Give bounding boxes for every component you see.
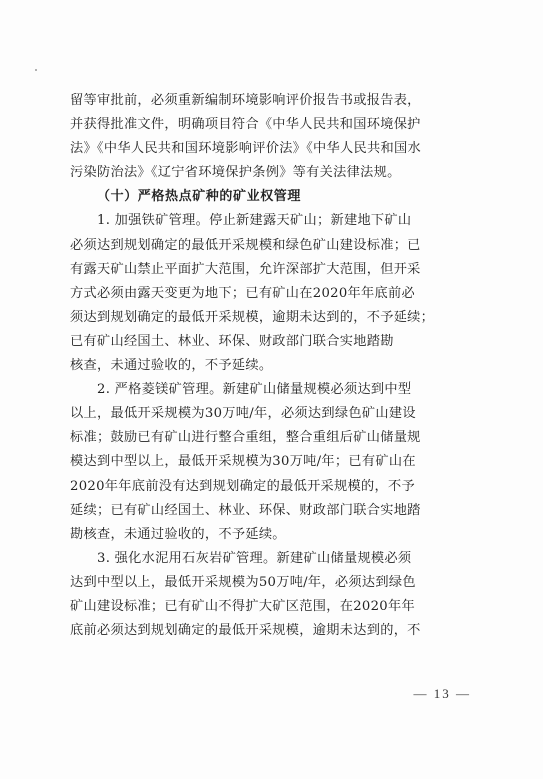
body-text-line: 方式必须由露天变更为地下；已有矿山在2020年年底前必 <box>70 285 415 301</box>
section-heading: （十）严格热点矿种的矿业权管理 <box>97 189 302 205</box>
body-text-line: 已有矿山经国土、林业、环保、财政部门联合实地踏勘 <box>70 333 394 349</box>
paragraph-first-line: 2. 严格菱镁矿管理。新建矿山储量规模必须达到中型 <box>97 382 412 398</box>
body-text-line: 勘核查，未通过验收的，不予延续。 <box>70 526 286 542</box>
body-text-line: 标准；鼓励已有矿山进行整合重组，整合重组后矿山储量规 <box>70 430 421 446</box>
body-text-line: 污染防治法》《辽宁省环境保护条例》等有关法律法规。 <box>70 165 401 181</box>
scan-speck <box>35 69 37 71</box>
paragraph-first-line: 3. 强化水泥用石灰岩矿管理。新建矿山储量规模必须 <box>97 550 412 566</box>
body-text-line: 矿山建设标准；已有矿山不得扩大矿区范围，在2020年年 <box>70 598 415 614</box>
body-text-line: 并获得批准文件，明确项目符合《中华人民共和国环境保护 <box>70 117 421 133</box>
document-body <box>70 89 480 643</box>
body-text-line: 核查，未通过验收的，不予延续。 <box>70 358 273 374</box>
body-text-line: 延续；已有矿山经国土、林业、环保、财政部门联合实地踏 <box>70 502 421 518</box>
page-number: — 13 — <box>413 686 471 701</box>
body-text-line: 法》《中华人民共和国环境影响评价法》《中华人民共和国水 <box>70 141 421 157</box>
body-text-line: 模达到中型以上，最低开采规模为30万吨/年；已有矿山在 <box>70 454 416 470</box>
body-text-line: 必须达到规划确定的最低开采规模和绿色矿山建设标准；已 <box>70 237 421 253</box>
body-text-line: 以上，最低开采规模为30万吨/年，必须达到绿色矿山建设 <box>70 406 416 422</box>
body-text-line: 留等审批前，必须重新编制环境影响评价报告书或报告表， <box>70 93 421 108</box>
body-text-line: 底前必须达到规划确定的最低开采规模，逾期未达到的，不 <box>70 623 421 639</box>
body-text-line: 有露天矿山禁止平面扩大范围，允许深部扩大范围，但开采 <box>70 261 421 277</box>
body-text-line: 达到中型以上，最低开采规模为50万吨/年，必须达到绿色 <box>70 574 416 590</box>
body-text-line: 2020年年底前没有达到规划确定的最低开采规模的，不予 <box>70 478 415 494</box>
body-text-line: 须达到规划确定的最低开采规模，逾期未达到的，不予延续； <box>70 309 435 325</box>
paragraph-first-line: 1. 加强铁矿管理。停止新建露天矿山；新建地下矿山 <box>97 213 412 229</box>
